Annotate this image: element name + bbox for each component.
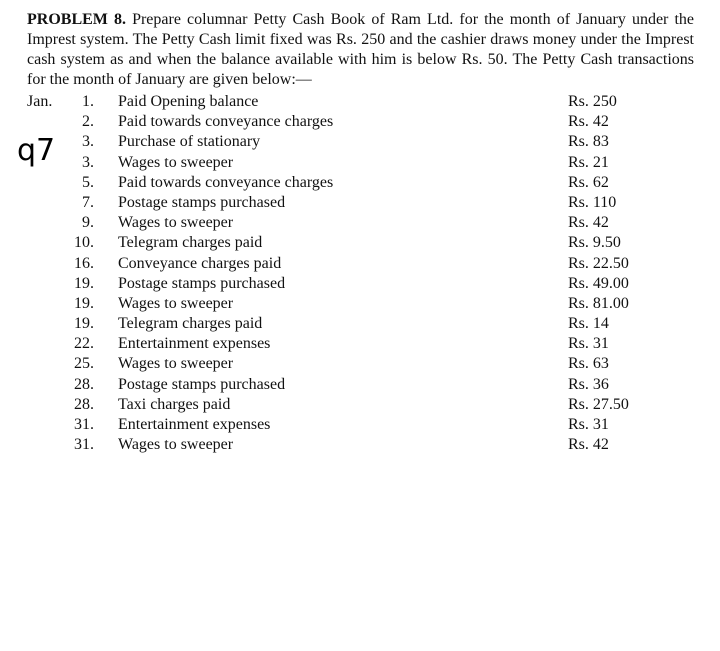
- transaction-description: Purchase of stationary: [118, 133, 261, 151]
- transaction-description: Entertainment expenses: [118, 416, 271, 433]
- transaction-day: 28.: [74, 395, 94, 413]
- transaction-amount: Rs. 42: [568, 436, 609, 454]
- transaction-amount: Rs. 42: [568, 113, 609, 131]
- transaction-day: 19.: [74, 274, 94, 292]
- transaction-row: [0, 435, 720, 455]
- transaction-description: Entertainment expenses: [118, 335, 271, 353]
- transaction-amount: Rs. 31: [568, 416, 609, 433]
- transaction-amount: Rs. 83: [568, 133, 609, 151]
- transaction-amount: Rs. 49.00: [568, 274, 629, 292]
- transaction-amount: Rs. 22.50: [568, 254, 629, 272]
- transaction-row: [0, 153, 720, 173]
- transaction-description: Wages to sweeper: [118, 294, 234, 312]
- transaction-row: [0, 233, 720, 253]
- transaction-amount: Rs. 63: [568, 355, 609, 373]
- handwritten-annotation: q7: [17, 133, 56, 168]
- transaction-description: Paid towards conveyance charges: [118, 113, 334, 131]
- transaction-description: Postage stamps purchased: [118, 274, 286, 292]
- transaction-day: 10.: [74, 234, 94, 252]
- transaction-row: [0, 294, 720, 314]
- transaction-day: 1.: [82, 93, 94, 110]
- transaction-row: [0, 274, 720, 294]
- transaction-amount: Rs. 42: [568, 214, 609, 232]
- problem-statement: [27, 10, 694, 90]
- transaction-row: [0, 92, 720, 112]
- transaction-amount: Rs. 21: [568, 153, 609, 171]
- transaction-row: [0, 375, 720, 395]
- transaction-row: [0, 314, 720, 334]
- transaction-row: [0, 395, 720, 415]
- transaction-description: Taxi charges paid: [118, 395, 231, 413]
- transaction-description: Wages to sweeper: [118, 214, 234, 232]
- transaction-day: 3.: [82, 133, 94, 151]
- transaction-amount: Rs. 9.50: [568, 234, 621, 252]
- transaction-row: [0, 354, 720, 374]
- transaction-amount: Rs. 62: [568, 173, 609, 191]
- transaction-description: Paid Opening balance: [118, 93, 259, 110]
- transaction-description: Postage stamps purchased: [118, 375, 286, 393]
- transaction-amount: Rs. 14: [568, 315, 609, 333]
- transaction-row: [0, 173, 720, 193]
- transaction-amount: Rs. 110: [568, 193, 617, 211]
- transaction-description: Wages to sweeper: [118, 436, 234, 454]
- transaction-row: [0, 415, 720, 435]
- transaction-day: 5.: [82, 173, 94, 191]
- transaction-row: [0, 132, 720, 152]
- transaction-day: 19.: [74, 315, 94, 333]
- transaction-row: [0, 213, 720, 233]
- transaction-day: 19.: [74, 294, 94, 312]
- month-label: Jan.: [27, 93, 53, 110]
- transaction-day: 2.: [82, 113, 94, 131]
- transaction-day: 16.: [74, 254, 94, 272]
- transaction-description: Postage stamps purchased: [118, 193, 286, 211]
- transaction-amount: Rs. 250: [568, 93, 617, 110]
- transaction-amount: Rs. 27.50: [568, 395, 629, 413]
- transaction-amount: Rs. 31: [568, 335, 609, 353]
- problem-label: PROBLEM 8.: [27, 11, 126, 28]
- transaction-description: Telegram charges paid: [118, 315, 263, 333]
- transaction-day: 28.: [74, 375, 94, 393]
- transaction-day: 3.: [82, 153, 94, 171]
- transaction-row: [0, 334, 720, 354]
- transaction-row: [0, 112, 720, 132]
- transaction-amount: Rs. 36: [568, 375, 609, 393]
- transaction-description: Conveyance charges paid: [118, 254, 282, 272]
- transaction-list: [0, 92, 720, 455]
- problem-text: Prepare columnar Petty Cash Book of Ram Ltd. for the month of January under the Imprest system. The Petty Cash limit fixed was Rs. 250 and the cashier draws money under the Imprest cash system as and when the balance available with him is below Rs. 50. The Petty Cash transactions for the month of January are given below:—: [27, 11, 695, 88]
- transaction-description: Telegram charges paid: [118, 234, 263, 252]
- transaction-description: Wages to sweeper: [118, 355, 234, 373]
- transaction-day: 25.: [74, 355, 94, 373]
- transaction-row: [0, 193, 720, 213]
- transaction-row: [0, 254, 720, 274]
- transaction-day: 7.: [82, 193, 94, 211]
- transaction-day: 31.: [74, 416, 94, 433]
- transaction-amount: Rs. 81.00: [568, 294, 629, 312]
- transaction-day: 22.: [74, 335, 94, 353]
- transaction-day: 9.: [82, 214, 94, 232]
- transaction-day: 31.: [74, 436, 94, 454]
- transaction-description: Wages to sweeper: [118, 153, 234, 171]
- transaction-description: Paid towards conveyance charges: [118, 173, 334, 191]
